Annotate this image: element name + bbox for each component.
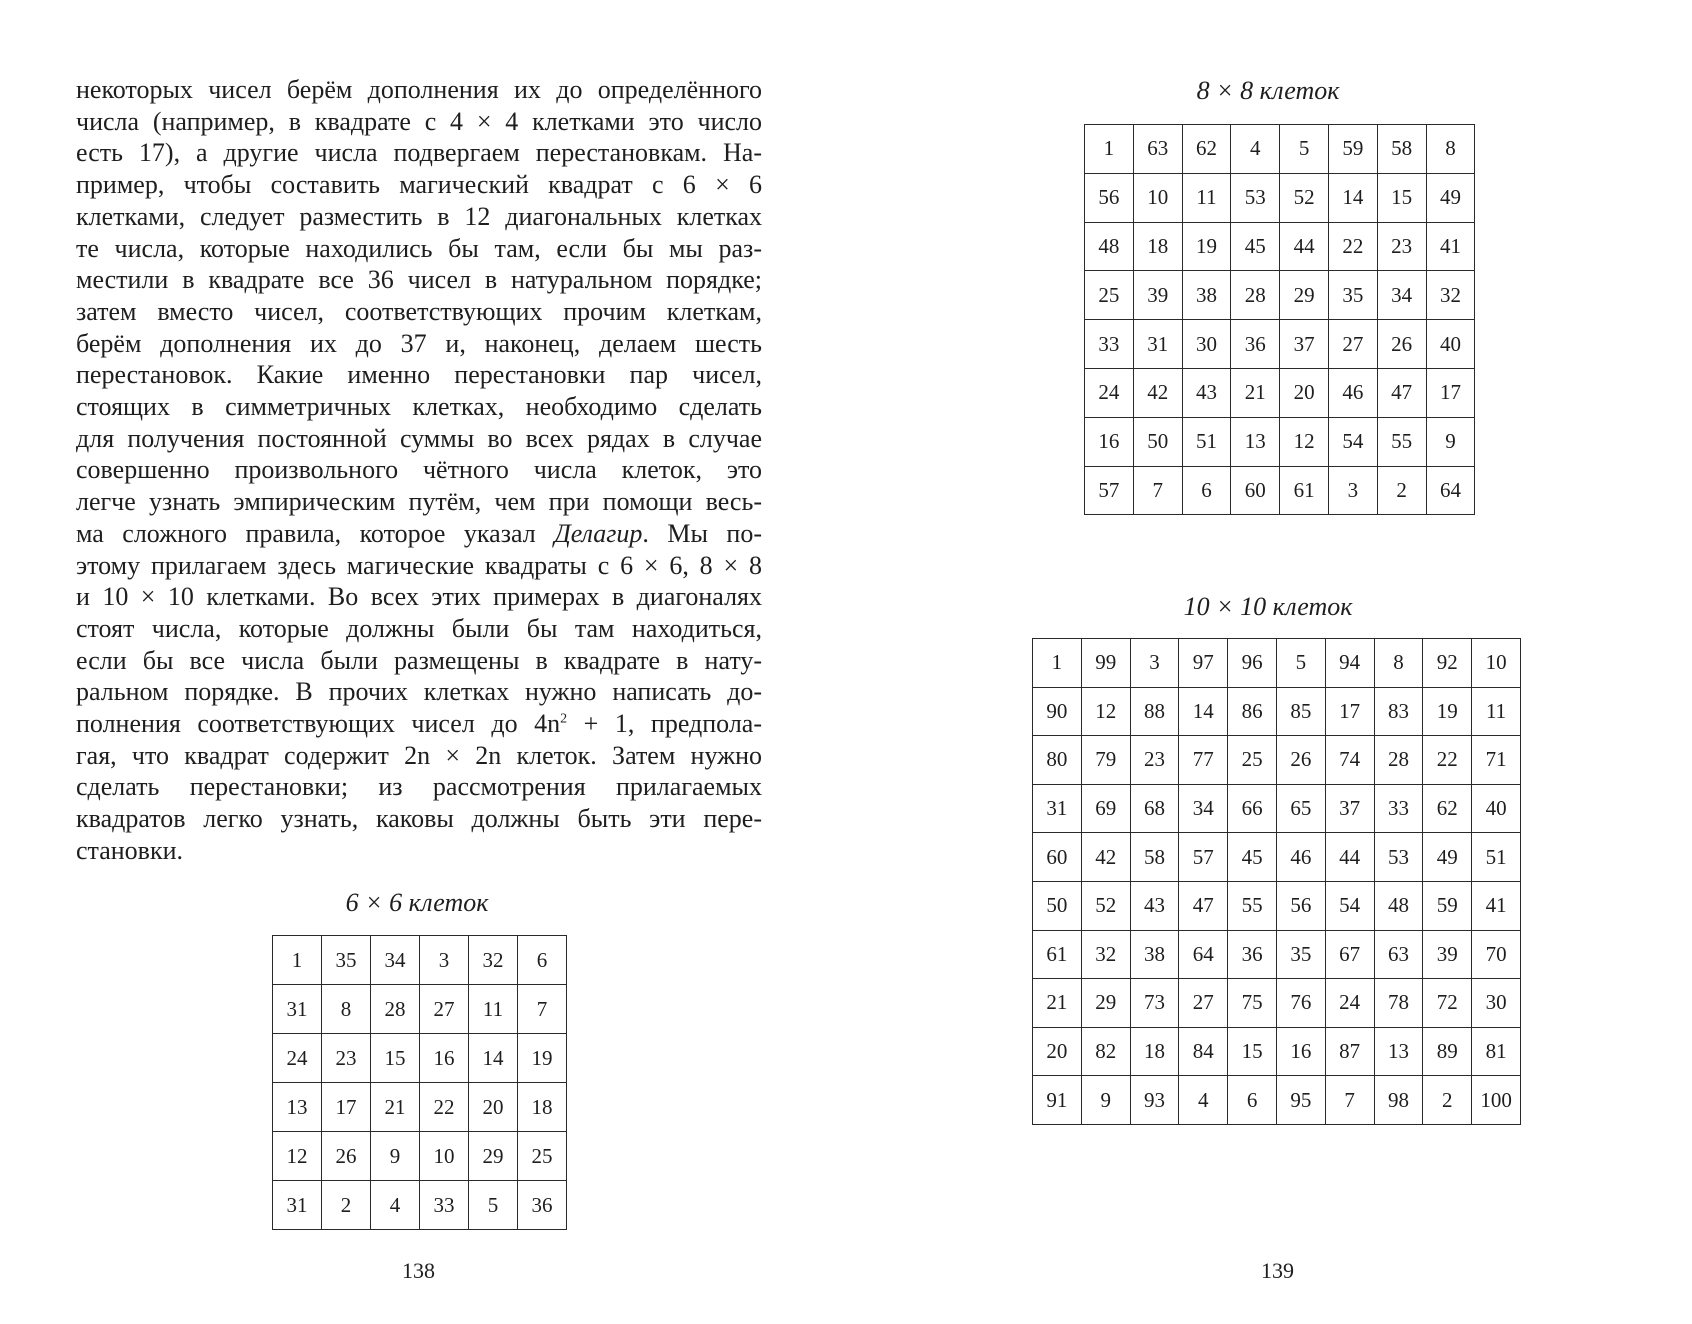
text-line: ральном порядке. В прочих клетках нужно написать до- xyxy=(76,677,762,707)
grid-cell: 18 xyxy=(1133,222,1182,271)
grid-cell: 82 xyxy=(1081,1027,1130,1076)
grid-cell: 13 xyxy=(1231,417,1280,466)
grid-row xyxy=(1033,736,1521,785)
grid-row xyxy=(1085,222,1475,271)
grid-cell: 66 xyxy=(1228,784,1277,833)
grid-cell: 24 xyxy=(1085,368,1134,417)
grid-cell: 71 xyxy=(1472,736,1521,785)
grid-cell: 23 xyxy=(1130,736,1179,785)
grid-cell: 78 xyxy=(1374,979,1423,1028)
grid-cell: 42 xyxy=(1133,368,1182,417)
grid-row xyxy=(273,936,567,985)
grid-cell: 79 xyxy=(1081,736,1130,785)
text-line: те числа, которые находились бы там, если бы мы раз- xyxy=(76,233,762,263)
grid-cell: 56 xyxy=(1276,881,1325,930)
grid-cell: 19 xyxy=(1182,222,1231,271)
grid-cell: 56 xyxy=(1085,173,1134,222)
grid-cell: 18 xyxy=(1130,1027,1179,1076)
grid-cell: 44 xyxy=(1325,833,1374,882)
magic-square-10x10 xyxy=(1032,638,1521,1125)
text-line: клетками, следует разместить в 12 диагональных клетках xyxy=(76,201,762,231)
grid-cell: 24 xyxy=(273,1034,322,1083)
grid-cell: 33 xyxy=(1374,784,1423,833)
grid-cell: 7 xyxy=(1133,466,1182,515)
grid-cell: 31 xyxy=(1133,320,1182,369)
grid-cell: 51 xyxy=(1182,417,1231,466)
grid-cell: 45 xyxy=(1228,833,1277,882)
grid-cell: 11 xyxy=(469,985,518,1034)
text-line: пример, чтобы составить магический квадрат с 6 × 6 xyxy=(76,170,762,200)
grid-cell: 19 xyxy=(1423,687,1472,736)
text-line: совершенно произвольного чётного числа клеток, это xyxy=(76,455,762,485)
grid-cell: 12 xyxy=(1081,687,1130,736)
grid-row xyxy=(1033,784,1521,833)
grid-cell: 1 xyxy=(1085,125,1134,174)
grid-row xyxy=(1033,1076,1521,1125)
text-line: затем вместо чисел, соответствующих прочим клеткам, xyxy=(76,296,762,326)
grid-cell: 53 xyxy=(1231,173,1280,222)
grid-cell: 34 xyxy=(1179,784,1228,833)
grid-row xyxy=(1085,125,1475,174)
grid-cell: 30 xyxy=(1472,979,1521,1028)
grid-cell: 2 xyxy=(322,1181,371,1230)
grid-cell: 21 xyxy=(371,1083,420,1132)
grid-cell: 54 xyxy=(1325,881,1374,930)
grid-row xyxy=(273,1034,567,1083)
grid-cell: 40 xyxy=(1426,320,1475,369)
grid-cell: 6 xyxy=(518,936,567,985)
text-line: становки. xyxy=(76,835,183,865)
text-line: легче узнать эмпирическим путём, чем при помощи весь- xyxy=(76,487,762,517)
grid-cell: 49 xyxy=(1423,833,1472,882)
grid-cell: 6 xyxy=(1182,466,1231,515)
grid-cell: 5 xyxy=(469,1181,518,1230)
grid-cell: 83 xyxy=(1374,687,1423,736)
text-line: местили в квадрате все 36 чисел в натуральном порядке; xyxy=(76,265,762,295)
grid-cell: 50 xyxy=(1133,417,1182,466)
grid-cell: 9 xyxy=(371,1132,420,1181)
text-line: есть 17), а другие числа подвергаем перестановкам. На- xyxy=(76,138,762,168)
grid-cell: 14 xyxy=(1328,173,1377,222)
grid-cell: 29 xyxy=(469,1132,518,1181)
grid-cell: 8 xyxy=(322,985,371,1034)
grid-cell: 26 xyxy=(1276,736,1325,785)
caption-10x10: 10 × 10 клеток xyxy=(1183,592,1353,621)
exponent: 2 xyxy=(560,711,568,727)
grid-cell: 68 xyxy=(1130,784,1179,833)
grid-cell: 54 xyxy=(1328,417,1377,466)
grid-cell: 93 xyxy=(1130,1076,1179,1125)
grid-cell: 88 xyxy=(1130,687,1179,736)
grid-cell: 20 xyxy=(1280,368,1329,417)
grid-row xyxy=(273,985,567,1034)
grid-cell: 4 xyxy=(371,1181,420,1230)
grid-row xyxy=(1085,271,1475,320)
grid-cell: 9 xyxy=(1426,417,1475,466)
grid-cell: 48 xyxy=(1085,222,1134,271)
text-line: ма сложного правила, которое указал Делагир. Мы по- xyxy=(76,518,762,548)
grid-cell: 48 xyxy=(1374,881,1423,930)
grid-cell: 6 xyxy=(1228,1076,1277,1125)
grid-cell: 57 xyxy=(1085,466,1134,515)
grid-row xyxy=(1085,368,1475,417)
grid-cell: 52 xyxy=(1081,881,1130,930)
grid-cell: 63 xyxy=(1133,125,1182,174)
grid-cell: 47 xyxy=(1377,368,1426,417)
caption-6x6: 6 × 6 клеток xyxy=(345,888,489,917)
grid-cell: 11 xyxy=(1182,173,1231,222)
grid-cell: 10 xyxy=(420,1132,469,1181)
grid-cell: 77 xyxy=(1179,736,1228,785)
grid-cell: 58 xyxy=(1130,833,1179,882)
grid-cell: 89 xyxy=(1423,1027,1472,1076)
grid-cell: 53 xyxy=(1374,833,1423,882)
right-page xyxy=(846,0,1692,1324)
grid-row xyxy=(1033,687,1521,736)
grid-cell: 19 xyxy=(518,1034,567,1083)
grid-cell: 61 xyxy=(1280,466,1329,515)
text-line: полнения соответствующих чисел до $4n^2 + 1$, предпола- xyxy=(76,709,762,739)
grid-cell: 8 xyxy=(1426,125,1475,174)
grid-cell: 25 xyxy=(1228,736,1277,785)
text-line: этому прилагаем здесь магические квадраты с 6 × 6, 8 × 8 xyxy=(76,550,762,580)
grid-cell: 92 xyxy=(1423,639,1472,688)
grid-cell: 8 xyxy=(1374,639,1423,688)
grid-cell: 36 xyxy=(1231,320,1280,369)
grid-cell: 15 xyxy=(371,1034,420,1083)
grid-row xyxy=(273,1181,567,1230)
page-number-left: 138 xyxy=(402,1258,435,1283)
grid-cell: 62 xyxy=(1423,784,1472,833)
grid-row xyxy=(273,1083,567,1132)
grid-cell: 90 xyxy=(1033,687,1082,736)
grid-cell: 70 xyxy=(1472,930,1521,979)
text-line: гая, что квадрат содержит 2n × 2n клеток. Затем нужно xyxy=(76,740,762,770)
grid-cell: 3 xyxy=(1328,466,1377,515)
grid-cell: 47 xyxy=(1179,881,1228,930)
grid-cell: 15 xyxy=(1377,173,1426,222)
grid-cell: 45 xyxy=(1231,222,1280,271)
grid-cell: 34 xyxy=(371,936,420,985)
grid-cell: 59 xyxy=(1423,881,1472,930)
grid-cell: 31 xyxy=(273,985,322,1034)
grid-cell: 84 xyxy=(1179,1027,1228,1076)
grid-cell: 41 xyxy=(1426,222,1475,271)
magic-square-8x8 xyxy=(1084,124,1475,515)
grid-cell: 11 xyxy=(1472,687,1521,736)
grid-cell: 7 xyxy=(518,985,567,1034)
grid-cell: 23 xyxy=(1377,222,1426,271)
grid-cell: 46 xyxy=(1328,368,1377,417)
grid-cell: 36 xyxy=(1228,930,1277,979)
grid-cell: 28 xyxy=(371,985,420,1034)
grid-cell: 18 xyxy=(518,1083,567,1132)
grid-cell: 20 xyxy=(469,1083,518,1132)
grid-cell: 40 xyxy=(1472,784,1521,833)
grid-cell: 73 xyxy=(1130,979,1179,1028)
grid-cell: 21 xyxy=(1231,368,1280,417)
grid-cell: 10 xyxy=(1133,173,1182,222)
text-line: если бы все числа были размещены в квадрате в нату- xyxy=(76,645,762,675)
grid-cell: 15 xyxy=(1228,1027,1277,1076)
body-text xyxy=(76,74,762,867)
grid-cell: 28 xyxy=(1231,271,1280,320)
text-line: стоящих в симметричных клетках, необходимо сделать xyxy=(76,392,762,422)
grid-cell: 35 xyxy=(1276,930,1325,979)
grid-cell: 85 xyxy=(1276,687,1325,736)
text-line: перестановок. Какие именно перестановки пар чисел, xyxy=(76,360,762,390)
grid-cell: 7 xyxy=(1325,1076,1374,1125)
grid-cell: 33 xyxy=(420,1181,469,1230)
grid-cell: 63 xyxy=(1374,930,1423,979)
grid-row xyxy=(1085,417,1475,466)
grid-cell: 75 xyxy=(1228,979,1277,1028)
grid-cell: 98 xyxy=(1374,1076,1423,1125)
grid-cell: 69 xyxy=(1081,784,1130,833)
grid-cell: 81 xyxy=(1472,1027,1521,1076)
grid-cell: 39 xyxy=(1423,930,1472,979)
grid-cell: 35 xyxy=(322,936,371,985)
grid-cell: 27 xyxy=(1179,979,1228,1028)
grid-cell: 46 xyxy=(1276,833,1325,882)
grid-cell: 35 xyxy=(1328,271,1377,320)
grid-cell: 59 xyxy=(1328,125,1377,174)
grid-cell: 14 xyxy=(469,1034,518,1083)
page-number-right: 139 xyxy=(1261,1258,1294,1283)
grid-cell: 22 xyxy=(1423,736,1472,785)
grid-cell: 57 xyxy=(1179,833,1228,882)
grid-cell: 32 xyxy=(1426,271,1475,320)
grid-cell: 9 xyxy=(1081,1076,1130,1125)
grid-cell: 60 xyxy=(1033,833,1082,882)
grid-cell: 80 xyxy=(1033,736,1082,785)
grid-cell: 5 xyxy=(1276,639,1325,688)
grid-cell: 28 xyxy=(1374,736,1423,785)
grid-cell: 26 xyxy=(1377,320,1426,369)
grid-row xyxy=(273,1132,567,1181)
grid-cell: 13 xyxy=(1374,1027,1423,1076)
grid-cell: 95 xyxy=(1276,1076,1325,1125)
grid-row xyxy=(1033,930,1521,979)
grid-cell: 99 xyxy=(1081,639,1130,688)
grid-cell: 29 xyxy=(1280,271,1329,320)
text-line: берём дополнения их до 37 и, наконец, делаем шесть xyxy=(76,328,762,358)
caption-8x8: 8 × 8 клеток xyxy=(1196,76,1340,105)
grid-cell: 31 xyxy=(1033,784,1082,833)
grid-cell: 2 xyxy=(1377,466,1426,515)
grid-cell: 60 xyxy=(1231,466,1280,515)
grid-cell: 5 xyxy=(1280,125,1329,174)
grid-cell: 21 xyxy=(1033,979,1082,1028)
grid-row xyxy=(1085,466,1475,515)
magic-square-6x6 xyxy=(272,935,567,1230)
grid-cell: 39 xyxy=(1133,271,1182,320)
author-name: Делагир xyxy=(554,518,643,548)
grid-row xyxy=(1033,979,1521,1028)
grid-cell: 17 xyxy=(322,1083,371,1132)
grid-cell: 64 xyxy=(1179,930,1228,979)
grid-cell: 32 xyxy=(1081,930,1130,979)
grid-cell: 27 xyxy=(1328,320,1377,369)
grid-cell: 64 xyxy=(1426,466,1475,515)
grid-cell: 12 xyxy=(1280,417,1329,466)
grid-cell: 65 xyxy=(1276,784,1325,833)
text-line: стоят числа, которые должны были бы там находиться, xyxy=(76,613,762,643)
grid-cell: 25 xyxy=(518,1132,567,1181)
grid-cell: 61 xyxy=(1033,930,1082,979)
grid-cell: 16 xyxy=(1085,417,1134,466)
grid-cell: 34 xyxy=(1377,271,1426,320)
grid-cell: 20 xyxy=(1033,1027,1082,1076)
grid-cell: 29 xyxy=(1081,979,1130,1028)
text-line: некоторых чисел берём дополнения их до определённого xyxy=(76,75,762,104)
text-line: сделать перестановки; из рассмотрения прилагаемых xyxy=(76,772,762,802)
grid-cell: 100 xyxy=(1472,1076,1521,1125)
grid-cell: 49 xyxy=(1426,173,1475,222)
grid-cell: 13 xyxy=(273,1083,322,1132)
grid-row xyxy=(1033,881,1521,930)
grid-cell: 4 xyxy=(1179,1076,1228,1125)
grid-cell: 55 xyxy=(1228,881,1277,930)
grid-cell: 24 xyxy=(1325,979,1374,1028)
grid-cell: 62 xyxy=(1182,125,1231,174)
grid-row xyxy=(1033,833,1521,882)
grid-row xyxy=(1085,173,1475,222)
grid-cell: 55 xyxy=(1377,417,1426,466)
grid-cell: 43 xyxy=(1130,881,1179,930)
grid-cell: 3 xyxy=(1130,639,1179,688)
grid-cell: 51 xyxy=(1472,833,1521,882)
grid-cell: 4 xyxy=(1231,125,1280,174)
grid-cell: 27 xyxy=(420,985,469,1034)
grid-cell: 58 xyxy=(1377,125,1426,174)
grid-cell: 42 xyxy=(1081,833,1130,882)
grid-cell: 26 xyxy=(322,1132,371,1181)
grid-cell: 74 xyxy=(1325,736,1374,785)
grid-cell: 36 xyxy=(518,1181,567,1230)
grid-cell: 50 xyxy=(1033,881,1082,930)
grid-cell: 23 xyxy=(322,1034,371,1083)
grid-cell: 33 xyxy=(1085,320,1134,369)
grid-cell: 37 xyxy=(1280,320,1329,369)
grid-cell: 17 xyxy=(1426,368,1475,417)
grid-cell: 87 xyxy=(1325,1027,1374,1076)
grid-cell: 91 xyxy=(1033,1076,1082,1125)
grid-cell: 16 xyxy=(420,1034,469,1083)
grid-cell: 12 xyxy=(273,1132,322,1181)
grid-cell: 17 xyxy=(1325,687,1374,736)
grid-cell: 10 xyxy=(1472,639,1521,688)
grid-cell: 72 xyxy=(1423,979,1472,1028)
grid-cell: 86 xyxy=(1228,687,1277,736)
grid-cell: 76 xyxy=(1276,979,1325,1028)
text-line: числа (например, в квадрате с 4 × 4 клетками это число xyxy=(76,106,762,136)
grid-cell: 22 xyxy=(1328,222,1377,271)
text-line: для получения постоянной суммы во всех рядах в случае xyxy=(76,423,762,453)
grid-cell: 22 xyxy=(420,1083,469,1132)
grid-cell: 44 xyxy=(1280,222,1329,271)
text-line: и 10 × 10 клетками. Во всех этих примерах в диагоналях xyxy=(76,582,762,612)
grid-cell: 2 xyxy=(1423,1076,1472,1125)
grid-cell: 67 xyxy=(1325,930,1374,979)
grid-cell: 43 xyxy=(1182,368,1231,417)
grid-cell: 31 xyxy=(273,1181,322,1230)
text-line: квадратов легко узнать, каковы должны быть эти пере- xyxy=(76,804,762,834)
grid-cell: 41 xyxy=(1472,881,1521,930)
grid-row xyxy=(1033,639,1521,688)
grid-cell: 52 xyxy=(1280,173,1329,222)
grid-cell: 38 xyxy=(1130,930,1179,979)
grid-cell: 25 xyxy=(1085,271,1134,320)
grid-cell: 1 xyxy=(273,936,322,985)
grid-row xyxy=(1033,1027,1521,1076)
grid-cell: 1 xyxy=(1033,639,1082,688)
grid-cell: 96 xyxy=(1228,639,1277,688)
grid-row xyxy=(1085,320,1475,369)
grid-cell: 16 xyxy=(1276,1027,1325,1076)
grid-cell: 30 xyxy=(1182,320,1231,369)
grid-cell: 3 xyxy=(420,936,469,985)
grid-cell: 32 xyxy=(469,936,518,985)
grid-cell: 14 xyxy=(1179,687,1228,736)
grid-cell: 94 xyxy=(1325,639,1374,688)
grid-cell: 97 xyxy=(1179,639,1228,688)
grid-cell: 37 xyxy=(1325,784,1374,833)
grid-cell: 38 xyxy=(1182,271,1231,320)
